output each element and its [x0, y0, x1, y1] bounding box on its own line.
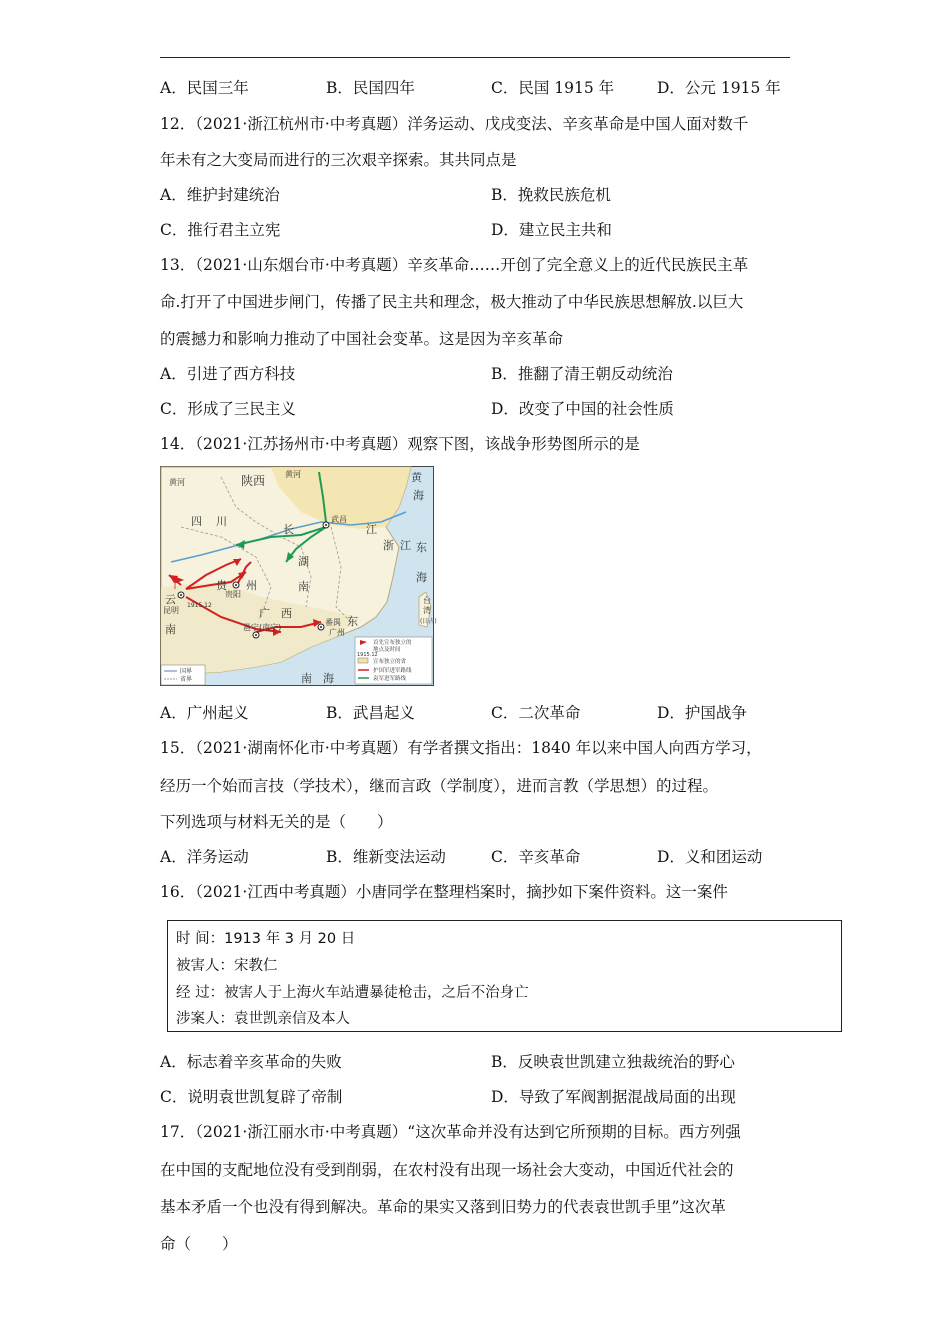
- q13-stem-line2: 命.打开了中国进步闸门，传播了民主共和理念，极大推动了中华民族思想解放.以巨大: [160, 293, 744, 311]
- map-label-panyu: 番禺: [325, 618, 341, 627]
- q12-option-c[interactable]: C．推行君主立宪: [160, 221, 281, 239]
- map-label-yun: 云: [165, 593, 176, 606]
- map-label-dong: 东: [347, 615, 358, 628]
- q11-option-c[interactable]: C．民国 1915 年: [491, 79, 615, 97]
- q15-option-a[interactable]: A．洋务运动: [160, 848, 249, 866]
- map-label-nan: 南: [165, 623, 176, 636]
- q12-stem-line1: 12．（2021·浙江杭州市·中考真题）洋务运动、戊戌变法、辛亥革命是中国人面对数千: [160, 115, 749, 133]
- map-label-changjiang-2: 江: [366, 523, 377, 536]
- war-situation-map: [160, 466, 437, 686]
- q14-option-d[interactable]: D．护国战争: [657, 704, 747, 722]
- q14-option-c[interactable]: C．二次革命: [491, 704, 581, 722]
- map-label-guangxi-2: 西: [281, 607, 292, 620]
- map-label-shaanxi: 陕西: [241, 474, 266, 488]
- map-label-guizhou-2: 州: [246, 579, 257, 592]
- map-label-taiwan-1: 台: [423, 596, 431, 605]
- map-label-hunan-2: 南: [298, 580, 309, 593]
- legend-first-independent: 首先宣布独立的: [373, 640, 412, 646]
- map-label-guangxi-1: 广: [259, 607, 270, 620]
- q13-option-b[interactable]: B．推翻了清王朝反动统治: [491, 365, 673, 383]
- map-label-wuchang: 武昌: [331, 515, 347, 524]
- map-label-donghai-2: 海: [416, 571, 427, 584]
- map-label-zhejiang: 浙江: [383, 539, 417, 552]
- q16-stem-line1: 16．（2021·江西中考真题）小唐同学在整理档案时，摘抄如下案件资料。这一案件: [160, 883, 728, 901]
- q14-stem-line1: 14．（2021·江苏扬州市·中考真题）观察下图，该战争形势图所示的是: [160, 435, 640, 453]
- map-label-guizhou-1: 贵: [216, 579, 227, 592]
- legend-first-independent-b: 地点及时间: [373, 647, 401, 653]
- legend-protection-route: 护国军进军路线: [373, 668, 412, 674]
- q15-option-b[interactable]: B．维新变法运动: [326, 848, 446, 866]
- legend-yuan-route: 袁军进军路线: [373, 676, 407, 682]
- map-label-date-1: 1915.12: [187, 602, 212, 609]
- q17-stem-line4: 命（ ）: [160, 1235, 238, 1253]
- header-rule: [160, 57, 790, 58]
- q15-stem-line3: 下列选项与材料无关的是（ ）: [160, 813, 393, 831]
- map-label-huanghe-1: 黄河: [169, 478, 185, 487]
- legend-date-2: 1915.12: [357, 652, 378, 658]
- legend-declared-provinces: 宣布独立的省: [373, 659, 407, 665]
- q12-stem-line2: 年未有之大变局而进行的三次艰辛探索。其共同点是: [160, 151, 517, 169]
- q16-option-c[interactable]: C．说明袁世凯复辟了帝制: [160, 1088, 343, 1106]
- q13-stem-line1: 13．（2021·山东烟台市·中考真题）辛亥革命……开创了完全意义上的近代民族民主革: [160, 256, 749, 274]
- q12-option-d[interactable]: D．建立民主共和: [491, 221, 612, 239]
- legend-shengjie: 省界: [180, 676, 193, 683]
- q15-stem-line1: 15．（2021·湖南怀化市·中考真题）有学者撰文指出：1840 年以来中国人向西方学习，: [160, 739, 762, 757]
- map-label-huanghai-1: 黄: [411, 471, 422, 484]
- q11-option-b[interactable]: B．民国四年: [326, 79, 415, 97]
- legend-guojie: 国界: [180, 668, 193, 675]
- map-label-donghai-1: 东: [416, 541, 427, 554]
- q13-option-a[interactable]: A．引进了西方科技: [160, 365, 296, 383]
- q16-option-a[interactable]: A．标志着辛亥革命的失败: [160, 1053, 342, 1071]
- map-label-changjiang-1: 长: [283, 523, 294, 536]
- q17-stem-line3: 基本矛盾一个也没有得到解决。革命的果实又落到旧势力的代表袁世凯手里”这次革: [160, 1198, 726, 1216]
- q11-option-d[interactable]: D．公元 1915 年: [657, 79, 781, 97]
- q17-stem-line2: 在中国的支配地位没有受到削弱，在农村没有出现一场社会大变动，中国近代社会的: [160, 1161, 734, 1179]
- map-label-huanghe-2: 黄河: [285, 470, 301, 479]
- map-label-guangzhou: 广州: [329, 628, 345, 637]
- map-label-yongning: 邕宁(南宁): [243, 623, 282, 632]
- map-label-taiwan-3: (日占): [420, 618, 437, 625]
- q13-option-c[interactable]: C．形成了三民主义: [160, 400, 296, 418]
- case-record-box: [167, 920, 842, 1032]
- q17-stem-line1: 17．（2021·浙江丽水市·中考真题）“这次革命并没有达到它所预期的目标。西方列强: [160, 1123, 741, 1141]
- q13-option-d[interactable]: D．改变了中国的社会性质: [491, 400, 674, 418]
- q15-stem-line2: 经历一个始而言技（学技术），继而言政（学制度），进而言教（学思想）的过程。: [160, 777, 719, 795]
- q16-option-d[interactable]: D．导致了军阀割据混战局面的出现: [491, 1088, 736, 1106]
- map-label-guiyang: 贵阳: [225, 590, 241, 599]
- case-line-suspect: 涉案人：袁世凯亲信及本人: [176, 1011, 350, 1027]
- q14-option-a[interactable]: A．广州起义: [160, 704, 249, 722]
- case-line-time: 时 间：1913 年 3 月 20 日: [176, 931, 356, 947]
- q12-option-b[interactable]: B．挽救民族危机: [491, 186, 611, 204]
- q15-option-d[interactable]: D．义和团运动: [657, 848, 763, 866]
- map-label-hunan-1: 湖: [298, 555, 309, 568]
- map-label-taiwan-2: 湾: [423, 606, 431, 615]
- map-label-kunming: 昆明: [163, 606, 179, 615]
- q13-stem-line3: 的震撼力和影响力推动了中国社会变革。这是因为辛亥革命: [160, 330, 564, 348]
- map-label-nanhai: 南 海: [301, 672, 334, 685]
- q12-option-a[interactable]: A．维护封建统治: [160, 186, 280, 204]
- q15-option-c[interactable]: C．辛亥革命: [491, 848, 581, 866]
- q14-option-b[interactable]: B．武昌起义: [326, 704, 415, 722]
- map-label-sichuan: 四川: [191, 515, 241, 528]
- q16-option-b[interactable]: B．反映袁世凯建立独裁统治的野心: [491, 1053, 735, 1071]
- case-line-process: 经 过：被害人于上海火车站遭暴徒枪击，之后不治身亡: [176, 985, 529, 1001]
- q11-option-a[interactable]: A．民国三年: [160, 79, 249, 97]
- case-line-victim: 被害人：宋教仁: [176, 958, 278, 974]
- map-label-huanghai-2: 海: [413, 489, 424, 502]
